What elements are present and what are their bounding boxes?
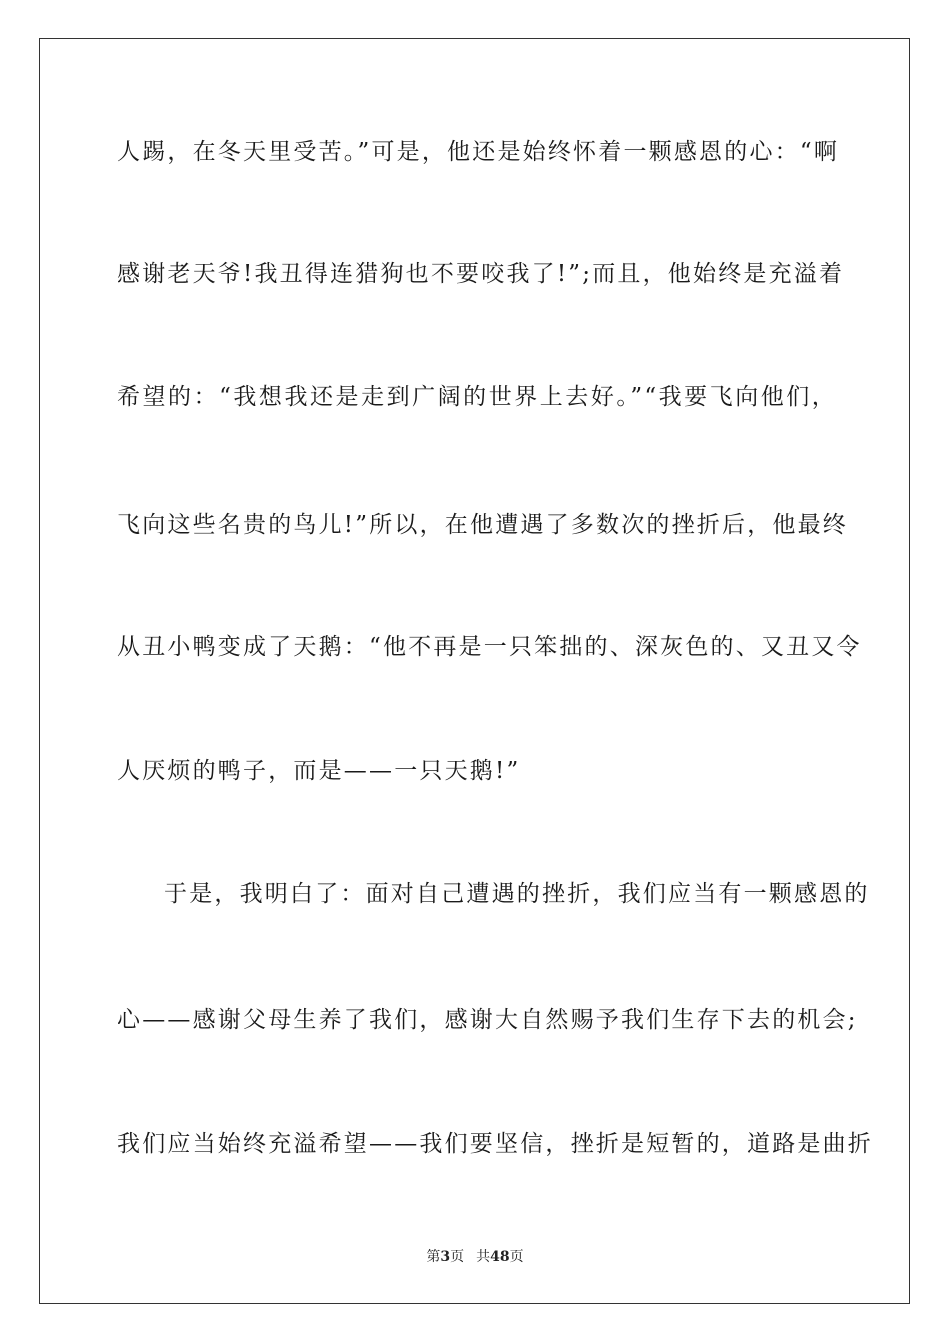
page-label-suffix: 页	[450, 1249, 465, 1265]
body-line-2: 感谢老天爷!我丑得连猎狗也不要咬我了!”;而且，他始终是充溢着	[117, 261, 845, 287]
total-label-suffix: 页	[509, 1249, 524, 1265]
body-line-6: 人厌烦的鸭子，而是——一只天鹅!”	[117, 758, 521, 784]
paragraph-2-line-2: 心——感谢父母生养了我们，感谢大自然赐予我们生存下去的机会;	[117, 1007, 858, 1033]
body-line-3: 希望的：“我想我还是走到广阔的世界上去好。”“我要飞向他们，	[117, 384, 837, 410]
body-line-1: 人踢，在冬天里受苦。”可是，他还是始终怀着一颗感恩的心：“啊	[117, 139, 840, 165]
body-line-4: 飞向这些名贵的鸟儿!”所以，在他遭遇了多数次的挫折后，他最终	[117, 512, 849, 538]
total-pages: 48	[490, 1249, 510, 1265]
page-label-prefix: 第	[426, 1249, 441, 1265]
paragraph-2-line-3: 我们应当始终充溢希望——我们要坚信，挫折是短暂的，道路是曲折	[117, 1131, 873, 1157]
page-number: 3	[440, 1249, 451, 1265]
paragraph-2-line-1: 于是，我明白了：面对自己遭遇的挫折，我们应当有一颗感恩的	[164, 881, 870, 907]
page-footer	[0, 1248, 950, 1266]
total-label-prefix: 共	[476, 1249, 491, 1265]
page-border	[39, 38, 910, 1304]
body-line-5: 从丑小鸭变成了天鹅：“他不再是一只笨拙的、深灰色的、又丑又令	[117, 634, 862, 660]
